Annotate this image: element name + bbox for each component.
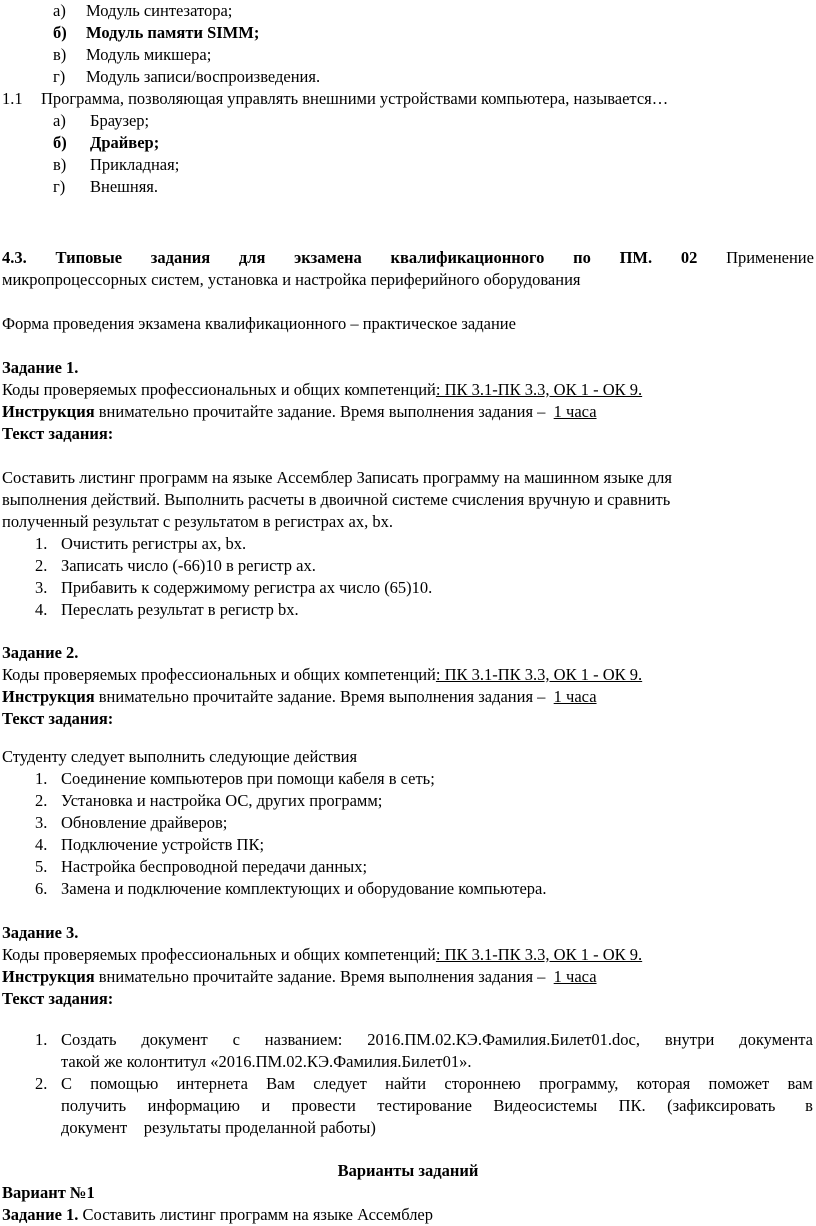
list-text: Установка и настройка ОС, других программ; bbox=[61, 791, 383, 810]
codes-value: : ПК 3.1-ПК 3.3, ОК 1 - ОК 9. bbox=[435, 380, 643, 399]
word: Вам bbox=[266, 1074, 295, 1093]
list-item bbox=[35, 812, 228, 834]
section-4-3-subtitle: микропроцессорных систем, установка и настройка периферийного оборудования bbox=[2, 270, 581, 289]
task-2-codes bbox=[2, 664, 642, 686]
heading-word: 02 bbox=[680, 248, 698, 267]
instruction-time: 1 часа bbox=[553, 687, 597, 706]
heading-word: 4.3. bbox=[2, 248, 27, 267]
list-text: Замена и подключение комплектующих и оборудование компьютера. bbox=[61, 879, 547, 898]
word: интернета bbox=[176, 1074, 248, 1093]
word: программу, bbox=[539, 1074, 619, 1093]
q11-option-a bbox=[53, 110, 150, 132]
variant-task-label: Задание 1. bbox=[2, 1205, 79, 1224]
task-1-title: Задание 1. bbox=[2, 358, 79, 377]
word: в bbox=[796, 1096, 813, 1115]
task-1-codes bbox=[2, 379, 642, 401]
word: следует bbox=[313, 1074, 367, 1093]
word: названием: bbox=[264, 1030, 343, 1049]
task-2-instruction bbox=[2, 686, 597, 708]
list-number: 4. bbox=[35, 600, 48, 619]
list-number: 3. bbox=[35, 578, 48, 597]
heading-word: ПМ. bbox=[619, 248, 653, 267]
option-letter: в) bbox=[53, 155, 67, 174]
list-number: 1. bbox=[35, 769, 48, 788]
codes-value: : ПК 3.1-ПК 3.3, ОК 1 - ОК 9. bbox=[435, 665, 643, 684]
list-number: 2. bbox=[35, 556, 48, 575]
word: которая bbox=[636, 1074, 691, 1093]
list-number: 6. bbox=[35, 879, 48, 898]
variants-heading: Варианты заданий bbox=[337, 1161, 479, 1180]
word: ПК. bbox=[618, 1096, 646, 1115]
option-d bbox=[53, 66, 321, 88]
word: провести bbox=[291, 1096, 356, 1115]
q11-option-c bbox=[53, 154, 180, 176]
task-3-item-2-line-3: документ результаты проделанной работы) bbox=[61, 1118, 376, 1137]
word: Создать bbox=[61, 1030, 117, 1049]
option-letter: б) bbox=[53, 23, 67, 42]
instruction-time: 1 часа bbox=[553, 967, 597, 986]
option-letter: г) bbox=[53, 67, 66, 86]
codes-label: Коды проверяемых профессиональных и общих компетенций bbox=[2, 945, 436, 964]
question-number: 1.1 bbox=[2, 89, 23, 108]
word: найти bbox=[385, 1074, 427, 1093]
word: тестирование bbox=[377, 1096, 472, 1115]
variant-1-title: Вариант №1 bbox=[2, 1183, 95, 1202]
q11-option-b bbox=[53, 132, 160, 154]
question-text: Программа, позволяющая управлять внешними устройствами компьютера, называется… bbox=[41, 89, 669, 108]
list-item bbox=[35, 768, 435, 790]
word: получить bbox=[61, 1096, 127, 1115]
variant-1-task bbox=[2, 1204, 433, 1226]
task-2-title: Задание 2. bbox=[2, 643, 79, 662]
task-3-title: Задание 3. bbox=[2, 923, 79, 942]
list-text: Прибавить к содержимому регистра ах число (65)10. bbox=[61, 578, 433, 597]
option-c bbox=[53, 44, 212, 66]
option-text: Прикладная; bbox=[90, 155, 180, 174]
word: с bbox=[232, 1030, 240, 1049]
heading-word: задания bbox=[150, 248, 211, 267]
list-number: 2. bbox=[35, 791, 48, 810]
option-b bbox=[53, 22, 260, 44]
task-3-item-2-line-2 bbox=[61, 1095, 813, 1117]
word: и bbox=[261, 1096, 271, 1115]
option-letter: а) bbox=[53, 1, 66, 20]
option-text: Модуль записи/воспроизведения. bbox=[86, 67, 321, 86]
list-text: Переслать результат в регистр bх. bbox=[61, 600, 299, 619]
task-1-text-label: Текст задания: bbox=[2, 424, 114, 443]
task-3-codes bbox=[2, 944, 642, 966]
instruction-label: Инструкция bbox=[2, 687, 95, 706]
task-3-item-1-line-2: такой же колонтитул «2016.ПМ.02.КЭ.Фамилия.Билет01». bbox=[61, 1052, 472, 1071]
task-3-item-2-line-1 bbox=[61, 1073, 813, 1095]
list-number: 4. bbox=[35, 835, 48, 854]
list-text: Очистить регистры ах, bх. bbox=[61, 534, 247, 553]
task-2-intro: Студенту следует выполнить следующие действия bbox=[2, 747, 358, 766]
heading-word: Типовые bbox=[55, 248, 123, 267]
instruction-text: внимательно прочитайте задание. Время выполнения задания – bbox=[94, 967, 554, 986]
word: вам bbox=[787, 1074, 813, 1093]
heading-word: квалификационного bbox=[390, 248, 545, 267]
option-letter: в) bbox=[53, 45, 67, 64]
word: документ bbox=[141, 1030, 208, 1049]
heading-word: для bbox=[238, 248, 266, 267]
codes-label: Коды проверяемых профессиональных и общих компетенций bbox=[2, 665, 436, 684]
word: С bbox=[61, 1074, 73, 1093]
word: информацию bbox=[147, 1096, 240, 1115]
option-text: Модуль памяти SIMM; bbox=[86, 23, 260, 42]
list-item bbox=[35, 790, 383, 812]
task-1-paragraph-line: Составить листинг программ на языке Ассемблер Записать программу на машинном языке для bbox=[2, 468, 672, 487]
instruction-text: внимательно прочитайте задание. Время выполнения задания – bbox=[94, 402, 554, 421]
option-text: Браузер; bbox=[90, 111, 150, 130]
list-number: 1. bbox=[35, 534, 48, 553]
task-3-instruction bbox=[2, 966, 597, 988]
list-number: 5. bbox=[35, 857, 48, 876]
option-letter: б) bbox=[53, 133, 67, 152]
heading-word: экзамена bbox=[294, 248, 362, 267]
instruction-text: внимательно прочитайте задание. Время выполнения задания – bbox=[94, 687, 554, 706]
task-3-text-label: Текст задания: bbox=[2, 989, 114, 1008]
task-2-text-label: Текст задания: bbox=[2, 709, 114, 728]
task-3-item-1-line-1 bbox=[61, 1029, 813, 1051]
task-1-paragraph-line: выполнения действий. Выполнить расчеты в двоичной системе счисления вручную и сравнить bbox=[2, 490, 671, 509]
variant-task-text: Составить листинг программ на языке Ассемблер bbox=[78, 1205, 434, 1224]
word: стороннею bbox=[444, 1074, 521, 1093]
word: документа bbox=[739, 1030, 813, 1049]
list-number: 3. bbox=[35, 813, 48, 832]
word: помощью bbox=[90, 1074, 159, 1093]
option-text: Драйвер; bbox=[90, 133, 160, 152]
list-item bbox=[35, 555, 316, 577]
option-text: Модуль микшера; bbox=[86, 45, 212, 64]
option-letter: г) bbox=[53, 177, 66, 196]
task-3-item-2-number: 2. bbox=[35, 1074, 48, 1093]
instruction-label: Инструкция bbox=[2, 967, 95, 986]
instruction-time: 1 часа bbox=[553, 402, 597, 421]
q11-option-d bbox=[53, 176, 158, 198]
list-item bbox=[35, 856, 368, 878]
section-4-3-heading bbox=[2, 247, 814, 269]
task-1-instruction bbox=[2, 401, 597, 423]
word: 2016.ПМ.02.КЭ.Фамилия.Билет01.doc, bbox=[367, 1030, 641, 1049]
word: внутри bbox=[664, 1030, 715, 1049]
list-item bbox=[35, 599, 299, 621]
question-1-1 bbox=[2, 88, 669, 110]
list-text: Подключение устройств ПК; bbox=[61, 835, 265, 854]
option-text: Внешняя. bbox=[90, 177, 158, 196]
list-item bbox=[35, 577, 433, 599]
list-item bbox=[35, 533, 247, 555]
list-text: Записать число (-66)10 в регистр ах. bbox=[61, 556, 316, 575]
list-text: Соединение компьютеров при помощи кабеля в сеть; bbox=[61, 769, 435, 788]
word: (зафиксировать bbox=[667, 1096, 776, 1115]
exam-form: Форма проведения экзамена квалификационного – практическое задание bbox=[2, 314, 516, 333]
codes-label: Коды проверяемых профессиональных и общих компетенций bbox=[2, 380, 436, 399]
list-text: Настройка беспроводной передачи данных; bbox=[61, 857, 368, 876]
option-letter: а) bbox=[53, 111, 66, 130]
list-item bbox=[35, 878, 547, 900]
list-item bbox=[35, 834, 265, 856]
instruction-label: Инструкция bbox=[2, 402, 95, 421]
heading-word: по bbox=[573, 248, 591, 267]
heading-word: Применение bbox=[726, 248, 814, 267]
task-1-paragraph-line: полученный результат с результатом в регистрах ах, bх. bbox=[2, 512, 393, 531]
task-3-item-1-number: 1. bbox=[35, 1030, 48, 1049]
codes-value: : ПК 3.1-ПК 3.3, ОК 1 - ОК 9. bbox=[435, 945, 643, 964]
option-text: Модуль синтезатора; bbox=[86, 1, 233, 20]
list-text: Обновление драйверов; bbox=[61, 813, 228, 832]
word: Видеосистемы bbox=[493, 1096, 598, 1115]
word: поможет bbox=[708, 1074, 770, 1093]
option-a bbox=[53, 0, 233, 22]
